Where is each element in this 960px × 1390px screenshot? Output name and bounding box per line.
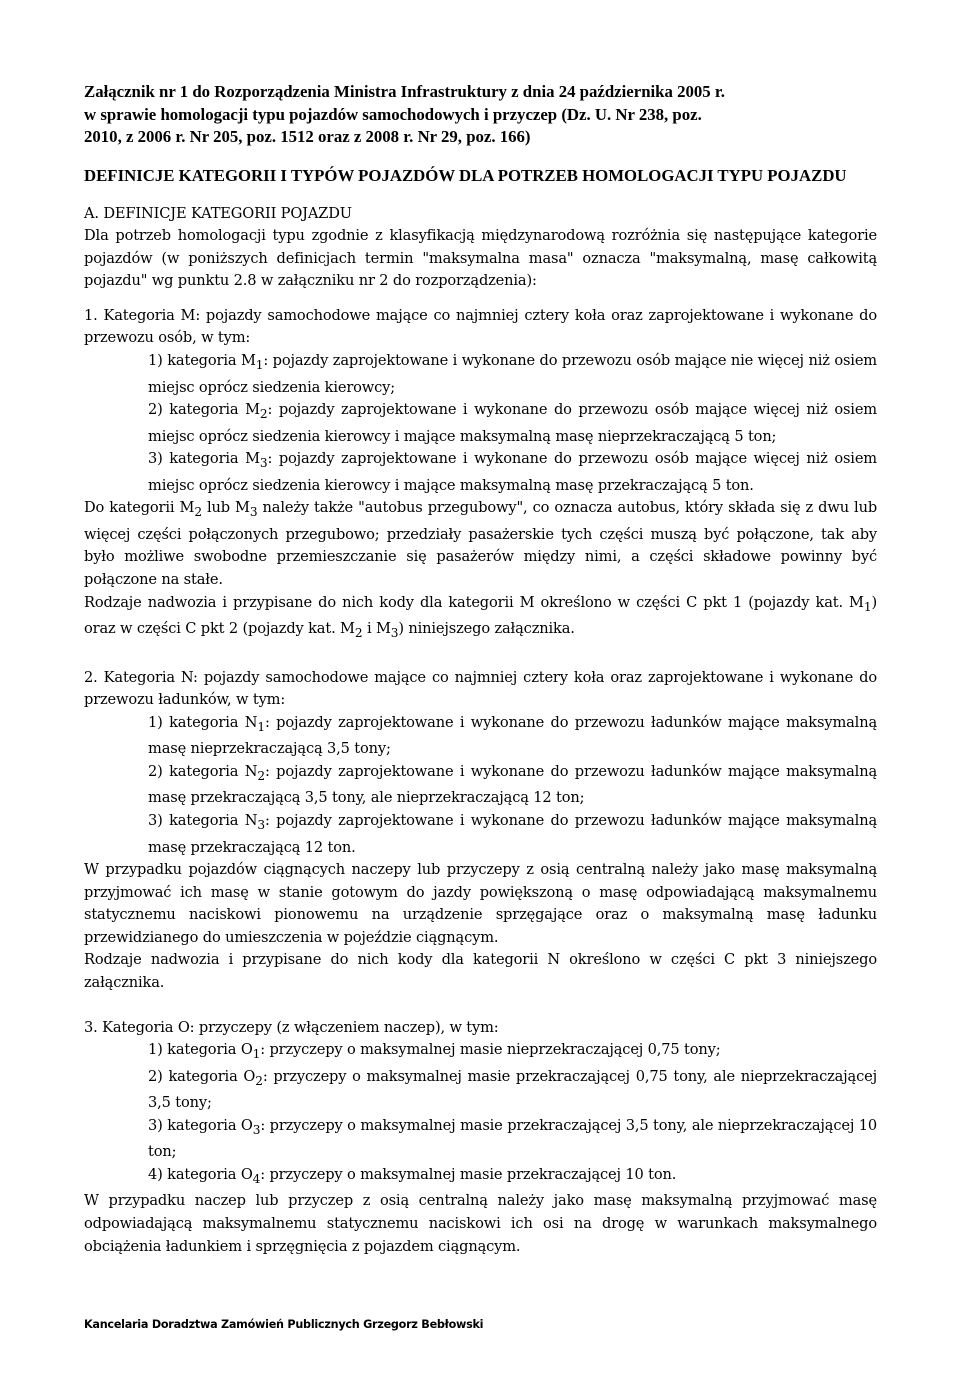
list-item: 2) kategoria $N_2$: pojazdy zaprojektowane i wykonane do przewozu ładunków mające maksymalną masę przekraczającą 3,5 tony, ale nieprzekraczającą 12 ton; (148, 762, 877, 807)
page-footer: Kancelaria Doradztwa Zamówień Publicznych Grzegorz Bebłowski (84, 1318, 484, 1331)
tractor-mass-paragraph: W przypadku pojazdów ciągnących naczepy lub przyczepy z osią centralną należy jako masę maksymalną przyjmować ich masę w stanie gotowym do jazdy powiększoną o masę odpowiadającą maksymalnemu statycznemu naciskowi pionowemu na urządzenie sprzęgające oraz o maksymalną masę ładunku przewidzianego do umieszczenia w pojeździe ciągnącym. (84, 861, 877, 946)
category-n-intro: 2. Kategoria N: pojazdy samochodowe mające co najmniej cztery koła oraz zaprojektowane i wykonane do przewozu ładunków, w tym: (84, 668, 877, 709)
list-item: 4) kategoria $O_4$: przyczepy o maksymalnej masie przekraczającej 10 ton. (148, 1165, 677, 1186)
header-line: Załącznik nr 1 do Rozporządzenia Ministra Infrastruktury z dnia 24 października 2005 r. (84, 82, 725, 101)
list-item: 2) kategoria $O_2$: przyczepy o maksymalnej masie przekraczającej 0,75 tony, ale nieprzekraczającej 3,5 tony; (148, 1067, 877, 1112)
category-m-intro: 1. Kategoria M: pojazdy samochodowe mające co najmniej cztery koła oraz zaprojektowane i wykonane do przewozu osób, w tym: (84, 306, 877, 347)
list-item: 1) kategoria $O_1$: przyczepy o maksymalnej masie nieprzekraczającej 0,75 tony; (148, 1041, 721, 1062)
document-page (84, 0, 877, 1390)
header-line: w sprawie homologacji typu pojazdów samochodowych i przyczep (Dz. U. Nr 238, poz. (84, 104, 702, 124)
header-line: 2010, z 2006 r. Nr 205, poz. 1512 oraz z 2008 r. Nr 29, poz. 166) (84, 127, 531, 146)
list-item: 3) kategoria $M_3$: pojazdy zaprojektowane i wykonane do przewozu osób mające więcej niż osiem miejsc oprócz siedzenia kierowcy i mające maksymalną masę przekraczającą 5 ton. (148, 450, 877, 494)
list-item: 3) kategoria $N_3$: pojazdy zaprojektowane i wykonane do przewozu ładunków mające maksymalną masę przekraczającą 12 ton. (148, 812, 877, 856)
section-a-intro: Dla potrzeb homologacji typu zgodnie z klasyfikacją międzynarodową rozróżnia się następujące kategorie pojazdów (w poniższych definicjach termin "maksymalna masa" oznacza "maksymalną, masę całkowitą pojazdu" wg punktu 2.8 w załączniku nr 2 do rozporządzenia): (84, 227, 877, 290)
category-m-bodywork: Rodzaje nadwozia i przypisane do nich kody dla kategorii M określono w części C pkt 1 (pojazdy kat. $M_1$) oraz w części C pkt 2 (pojazdy kat. $M_2$ i $M_3$) niniejszego załącznika. (84, 593, 877, 641)
trailer-mass-paragraph: W przypadku naczep lub przyczep z osią centralną należy jako masę maksymalną przyjmować masę odpowiadającą maksymalnemu statycznemu naciskowi ich osi na drogę w warunkach maksymalnego obciążenia ładunkiem i sprzęgnięcia z pojazdem ciągnącym. (84, 1192, 877, 1255)
section-a-heading: A. DEFINICJE KATEGORII POJAZDU (84, 204, 352, 222)
section-a (84, 203, 877, 1259)
list-item: 1) kategoria $N_1$: pojazdy zaprojektowane i wykonane do przewozu ładunków mające maksymalną masę nieprzekraczającą 3,5 tony; (148, 713, 877, 758)
category-n-bodywork: Rodzaje nadwozia i przypisane do nich kody dla kategorii N określono w części C pkt 3 niniejszego załącznika. (84, 951, 877, 992)
category-o-intro: 3. Kategoria O: przyczepy (z włączeniem naczep), w tym: (84, 1018, 499, 1036)
list-item: 2) kategoria $M_2$: pojazdy zaprojektowane i wykonane do przewozu osób mające więcej niż osiem miejsc oprócz siedzenia kierowcy i mające maksymalną masę nieprzekraczającą 5 ton; (148, 401, 877, 445)
articulated-bus-paragraph: Do kategorii $M_2$ lub $M_3$ należy także "autobus przegubowy", co oznacza autobus, który składa się z dwu lub więcej części połączonych przegubowo; przedziały pasażerskie tych części muszą być połączone, tak aby było możliwe swobodne przemieszczanie się pasażerów między nimi, a części składowe powinny być połączone na stałe. (84, 499, 878, 589)
category-m-list (84, 350, 877, 497)
document-title: DEFINICJE KATEGORII I TYPÓW POJAZDÓW DLA POTRZEB HOMOLOGACJI TYPU POJAZDU (84, 165, 847, 185)
document-header (84, 81, 877, 149)
category-n-list (84, 712, 877, 859)
category-o-list (84, 1039, 877, 1190)
list-item: 1) kategoria $M_1$: pojazdy zaprojektowane i wykonane do przewozu osób mające nie więcej niż osiem miejsc oprócz siedzenia kierowcy; (148, 352, 877, 396)
list-item: 3) kategoria $O_3$: przyczepy o maksymalnej masie przekraczającej 3,5 tony, ale nieprzekraczającej 10 ton; (148, 1116, 878, 1161)
